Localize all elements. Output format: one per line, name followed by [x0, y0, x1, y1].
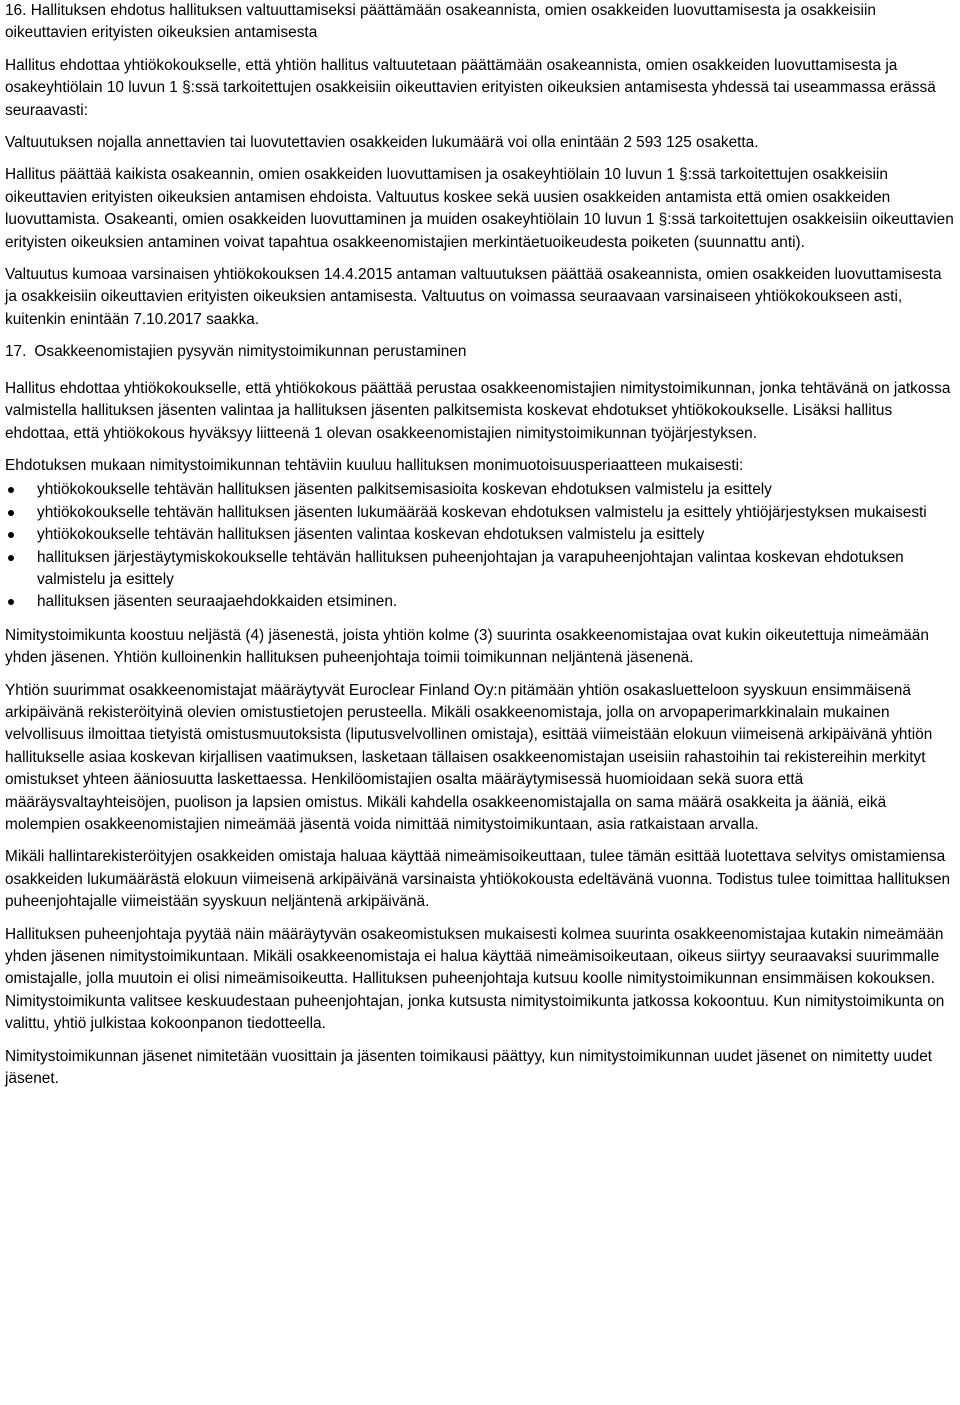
section-17-intro-paragraph: Ehdotuksen mukaan nimitystoimikunnan tehtäviin kuuluu hallituksen monimuotoisuusperiaatteen mukaisesti: — [5, 456, 744, 474]
section-17-number: 17. — [5, 343, 27, 361]
bullet-icon — [8, 599, 14, 605]
list-item — [5, 502, 955, 524]
section-17-paragraph: Hallituksen puheenjohtaja pyytää näin määräytyvän osakeomistuksen mukaisesti kolmea suurinta osakkeenomistajaa kutakin nimeämään yhden jäsenen nimitystoimikuntaan. Mikäli osakkeenomistaja ei halua käyttää nimeämisoikeutaan, oikeus siirtyy seuraavaksi suurimmalle omistajalle, jolla muutoin ei olisi nimeämisoikeutta. Hallituksen puheenjohtaja kutsuu koolle nimitystoimikunnan ensimmäisen kokouksen. Nimitystoimikunta valitsee keskuudestaan puheenjohtajan, jonka kutsusta nimitystoimikunta jatkossa kokoontuu. Kun nimitystoimikunta on valittu, yhtiö julkistaa kokoonpanon tiedotteella. — [5, 925, 945, 1033]
duties-list — [5, 479, 955, 613]
list-item — [5, 591, 955, 613]
section-17-paragraph: Mikäli hallintarekisteröityjen osakkeiden omistaja haluaa käyttää nimeämisoikeuttaan, tulee tämän esittää luotettava selvitys omistamiensa osakkeiden lukumäärästä elokuun viimeisenä arkipäivänä varsinaista yhtiökokousta edeltävänä vuonna. Todistus tulee toimittaa hallituksen puheenjohtajalle viimeistään syyskuun neljäntenä arkipäivänä. — [5, 848, 951, 911]
section-16-heading — [5, 0, 955, 45]
section-17-heading — [5, 341, 955, 363]
list-item-text: yhtiökokoukselle tehtävän hallituksen jäsenten palkitsemisasioita koskevan ehdotuksen valmistelu ja esittely — [37, 481, 772, 499]
section-16-title: Hallituksen ehdotus hallituksen valtuuttamiseksi päättämään osakeannista, omien osakkeiden luovuttamisesta ja osakkeisiin oikeuttavien erityisten oikeuksien antamisesta — [5, 2, 876, 42]
section-17-paragraph: Nimitystoimikunnan jäsenet nimitetään vuosittain ja jäsenten toimikausi päättyy, kun nimitystoimikunnan uudet jäsenet on nimitetty uudet jäsenet. — [5, 1047, 933, 1088]
bullet-icon — [8, 487, 14, 493]
bullet-icon — [8, 510, 14, 516]
section-16-paragraph: Hallitus ehdottaa yhtiökokoukselle, että yhtiön hallitus valtuutetaan päättämään osakeannista, omien osakkeiden luovuttamisesta ja osakeyhtiölain 10 luvun 1 §:ssä tarkoitettujen osakkeisiin oikeuttavien erityisten oikeuksien antamisesta yhdessä tai useammassa erässä seuraavasti: — [5, 56, 936, 119]
list-item — [5, 479, 955, 501]
section-16-number: 16. — [5, 2, 27, 19]
list-item — [5, 547, 955, 592]
section-17-paragraph: Nimitystoimikunta koostuu neljästä (4) jäsenestä, joista yhtiön kolme (3) suurinta osakkeenomistajaa ovat kukin oikeutettuja nimeämään yhden jäsenen. Yhtiön kulloinenkin hallituksen puheenjohtaja toimii toimikunnan neljäntenä jäsenenä. — [5, 626, 929, 667]
bullet-icon — [8, 555, 14, 561]
list-item-text: hallituksen järjestäytymiskokoukselle tehtävän hallituksen puheenjohtajan ja varapuheenjohtajan valintaa koskevan ehdotuksen valmistelu ja esittely — [37, 548, 904, 588]
section-17-title: Osakkeenomistajien pysyvän nimitystoimikunnan perustaminen — [34, 343, 467, 361]
section-17-intro-paragraph: Hallitus ehdottaa yhtiökokoukselle, että yhtiökokous päättää perustaa osakkeenomistajien nimitystoimikunnan, jonka tehtävänä on jatkossa valmistella hallituksen jäsenten valintaa ja hallituksen jäsenten palkitsemista koskevat ehdotukset yhtiökokoukselle. Lisäksi hallitus ehdottaa, että yhtiökokous hyväksyy liitteenä 1 olevan osakkeenomistajien nimitystoimikunnan työjärjestyksen. — [5, 379, 951, 442]
section-16-paragraph: Valtuutuksen nojalla annettavien tai luovutettavien osakkeiden lukumäärä voi olla enintään 2 593 125 osaketta. — [5, 134, 759, 152]
section-16-paragraph: Hallitus päättää kaikista osakeannin, omien osakkeiden luovuttamisen ja osakeyhtiölain 10 luvun 1 §:ssä tarkoitettujen osakkeisiin oikeuttavien erityisten oikeuksien antamisen ehdoista. Valtuutus koskee sekä uusien osakkeiden antamista että omien osakkeiden luovuttamista. Osakeanti, omien osakkeiden luovuttaminen ja muiden osakeyhtiölain 10 luvun 1 §:ssä tarkoitettujen osakkeisiin oikeuttavien erityisten oikeuksien antaminen voivat tapahtua osakkeenomistajien merkintäetuoikeudesta poiketen (suunnattu anti). — [5, 166, 954, 251]
list-item-text: yhtiökokoukselle tehtävän hallituksen jäsenten valintaa koskevan ehdotuksen valmistelu ja esittely — [37, 526, 705, 544]
list-item — [5, 524, 955, 546]
bullet-icon — [8, 532, 14, 538]
section-16-paragraph: Valtuutus kumoaa varsinaisen yhtiökokouksen 14.4.2015 antaman valtuutuksen päättää osakeannista, omien osakkeiden luovuttamisesta ja osakkeisiin oikeuttavien erityisten oikeuksien antamisesta. Valtuutus on voimassa seuraavaan varsinaiseen yhtiökokoukseen asti, kuitenkin enintään 7.10.2017 saakka. — [5, 266, 942, 328]
list-item-text: yhtiökokoukselle tehtävän hallituksen jäsenten lukumäärää koskevan ehdotuksen valmistelu ja esittely yhtiöjärjestyksen mukaisesti — [37, 503, 927, 521]
list-item-text: hallituksen jäsenten seuraajaehdokkaiden etsiminen. — [37, 593, 398, 611]
document-page — [5, 0, 955, 1100]
section-17-paragraph: Yhtiön suurimmat osakkeenomistajat määräytyvät Euroclear Finland Oy:n pitämään yhtiön osakasluetteloon syyskuun ensimmäisenä arkipäivänä rekisteröityinä olevien omistustietojen perusteella. Mikäli osakkeenomistaja, jolla on arvopaperimarkkinalain mukainen velvollisuus ilmoittaa tietyistä omistusmuutoksista (liputusvelvollinen omistaja), esittää viimeistään elokuun viimeisenä arkipäivänä yhtiön hallitukselle asiaa koskevan kirjallisen vaatimuksen, lasketaan tällaisen osakkeenomistajan useisiin rahastoihin tai rekistereihin merkityt omistukset yhteen ääniosuutta laskettaessa. Henkilöomistajien osalta määräytymisessä huomioidaan sekä suora että määräysvaltayhteisöjen, puolison ja lapsien omistus. Mikäli kahdella osakkeenomistajalla on sama määrä osakkeita ja ääniä, eikä molempien osakkeenomistajien nimeämää jäsentä voida nimittää nimitystoimikuntaan, asia ratkaistaan arvalla. — [5, 681, 933, 833]
